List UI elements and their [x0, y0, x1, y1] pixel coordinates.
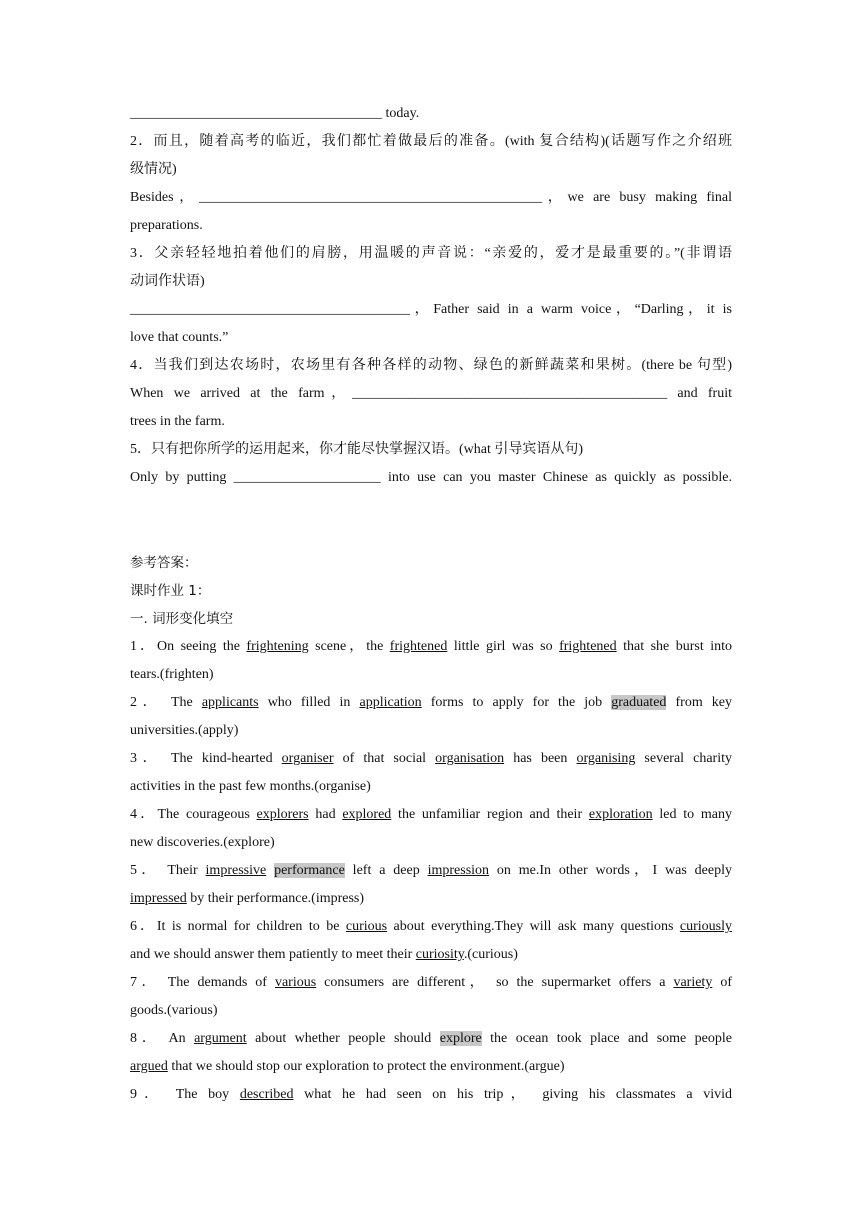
answer-word: applicants: [201, 695, 259, 710]
exercise-4-answer-cont: trees in the farm.: [130, 414, 225, 429]
answer-word: curiously: [679, 919, 732, 934]
answer-text: about everything.They will ask many questions: [387, 919, 680, 934]
section-heading: 一. 词形变化填空: [130, 611, 234, 627]
answer-text: 8． An: [130, 1031, 195, 1046]
answer-text: about whether people should: [246, 1031, 440, 1046]
exercise-3-answer-cont: love that counts.”: [130, 330, 229, 345]
answer-word: frightened: [559, 639, 617, 654]
highlighted-word: graduated: [611, 695, 667, 710]
answer-text: 7． The demands of: [130, 975, 275, 990]
answer-word: organisation: [435, 751, 505, 766]
answer-text: 2． The: [130, 695, 202, 710]
section-spacer: [130, 492, 732, 549]
answer-text: that we should stop our exploration to protect the environment.(argue): [167, 1059, 565, 1074]
answer-7-line: [130, 969, 732, 997]
answer-word: frightening: [246, 639, 309, 654]
exercise-3-prompt: 3．父亲轻轻地拍着他们的肩膀，用温暖的声音说：“亲爱的，爱才是最重要的。”(非谓语: [130, 246, 732, 261]
answer-word: curious: [345, 919, 388, 934]
answer-text: [266, 863, 274, 878]
answer-word: explored: [342, 807, 392, 822]
answer-text: has been: [504, 751, 577, 766]
answer-4-line: [130, 801, 732, 829]
exercise-2-prompt-cont: 级情况): [130, 162, 177, 177]
answer-word: described: [239, 1087, 294, 1102]
answer-3-cont: activities in the past few months.(organise): [130, 779, 371, 794]
answer-text: 9． The boy: [130, 1087, 240, 1102]
answer-3-line: [130, 745, 732, 773]
answer-word: impression: [427, 863, 490, 878]
answer-8-cont: [130, 1053, 732, 1081]
homework-heading: 课时作业 1：: [130, 583, 211, 599]
answer-text: and we should answer them patiently to meet their: [130, 947, 416, 962]
exercise-4-prompt: 4．当我们到达农场时，农场里有各种各样的动物、绿色的新鲜蔬菜和果树。(there be 句型): [130, 358, 732, 373]
exercise-1-tail: ____________________________________ today.: [130, 106, 420, 121]
answer-text: that she burst into: [616, 639, 733, 654]
answer-text: little girl was so: [447, 639, 560, 654]
answer-text: .(curious): [463, 947, 518, 962]
answer-word: impressed: [130, 891, 187, 906]
answer-text: of that social: [333, 751, 436, 766]
exercise-4-answer-line: When we arrived at the farm，_____________________________________________ and fruit: [130, 386, 732, 401]
answer-word: explorers: [256, 807, 309, 822]
exercise-3-prompt-cont: 动词作状语): [130, 274, 205, 289]
answer-text: on me.In other words，I was deeply: [489, 863, 732, 878]
answer-text: had: [308, 807, 343, 822]
answer-5-line: [130, 857, 732, 885]
exercise-2-prompt: 2．而且，随着高考的临近，我们都忙着做最后的准备。(with 复合结构)(话题写作之介绍班: [130, 134, 732, 149]
answer-word: application: [359, 695, 422, 710]
answer-4-cont: new discoveries.(explore): [130, 835, 275, 850]
answer-text: 6．It is normal for children to be: [130, 919, 346, 934]
exercise-2-answer-cont: preparations.: [130, 218, 203, 233]
answer-word: organiser: [281, 751, 334, 766]
answer-word: frightened: [389, 639, 448, 654]
answer-word: curiosity: [415, 947, 464, 962]
answer-word: variety: [673, 975, 713, 990]
highlighted-word: performance: [274, 863, 345, 878]
answer-text: 5． Their: [130, 863, 206, 878]
exercise-5-prompt: 5．只有把你所学的运用起来，你才能尽快掌握汉语。(what 引导宾语从句): [130, 442, 584, 457]
answer-text: the unfamiliar region and their: [391, 807, 589, 822]
answer-word: organising: [576, 751, 636, 766]
exercise-5-answer-line: Only by putting _____________________ into use can you master Chinese as quickly as possible.: [130, 470, 732, 485]
answer-word: various: [274, 975, 317, 990]
answer-text: scene，the: [308, 639, 390, 654]
answer-2-line: [130, 689, 732, 717]
answer-key-heading: 参考答案：: [130, 555, 198, 571]
answer-text: by their performance.(impress): [186, 891, 365, 906]
answer-2-cont: universities.(apply): [130, 723, 239, 738]
answer-word: argued: [130, 1059, 168, 1074]
answer-8-line: [130, 1025, 732, 1053]
answer-text: the ocean took place and some people: [481, 1031, 733, 1046]
highlighted-word: explore: [439, 1031, 482, 1046]
answer-text: several charity: [635, 751, 733, 766]
answer-text: consumers are different， so the supermarket offers a: [316, 975, 674, 990]
answer-text: left a deep: [344, 863, 428, 878]
answer-text: from key: [666, 695, 733, 710]
answer-text: forms to apply for the job: [421, 695, 612, 710]
exercise-3-answer-line: ________________________________________，Father said in a warm voice，“Darling，it is: [130, 302, 732, 317]
answer-text: 3． The kind-hearted: [130, 751, 282, 766]
answer-1-cont: tears.(frighten): [130, 667, 214, 682]
answer-text: led to many: [652, 807, 732, 822]
document-page: [130, 100, 732, 1109]
answer-text: who filled in: [258, 695, 360, 710]
answer-7-cont: goods.(various): [130, 1003, 218, 1018]
answer-word: argument: [194, 1031, 247, 1046]
answer-6-cont: [130, 941, 732, 969]
answer-word: impressive: [205, 863, 267, 878]
answer-1-line: [130, 633, 732, 661]
answer-9-line: [130, 1081, 732, 1109]
answer-6-line: [130, 913, 732, 941]
exercise-2-answer-line: Besides，_________________________________________________，we are busy making final: [130, 190, 732, 205]
answer-text: 4．The courageous: [130, 807, 257, 822]
answer-text: of: [712, 975, 732, 990]
answer-5-cont: [130, 885, 732, 913]
answer-word: exploration: [588, 807, 653, 822]
answer-text: what he had seen on his trip， giving his classmates a vivid: [293, 1087, 733, 1102]
answer-text: 1．On seeing the: [130, 639, 247, 654]
